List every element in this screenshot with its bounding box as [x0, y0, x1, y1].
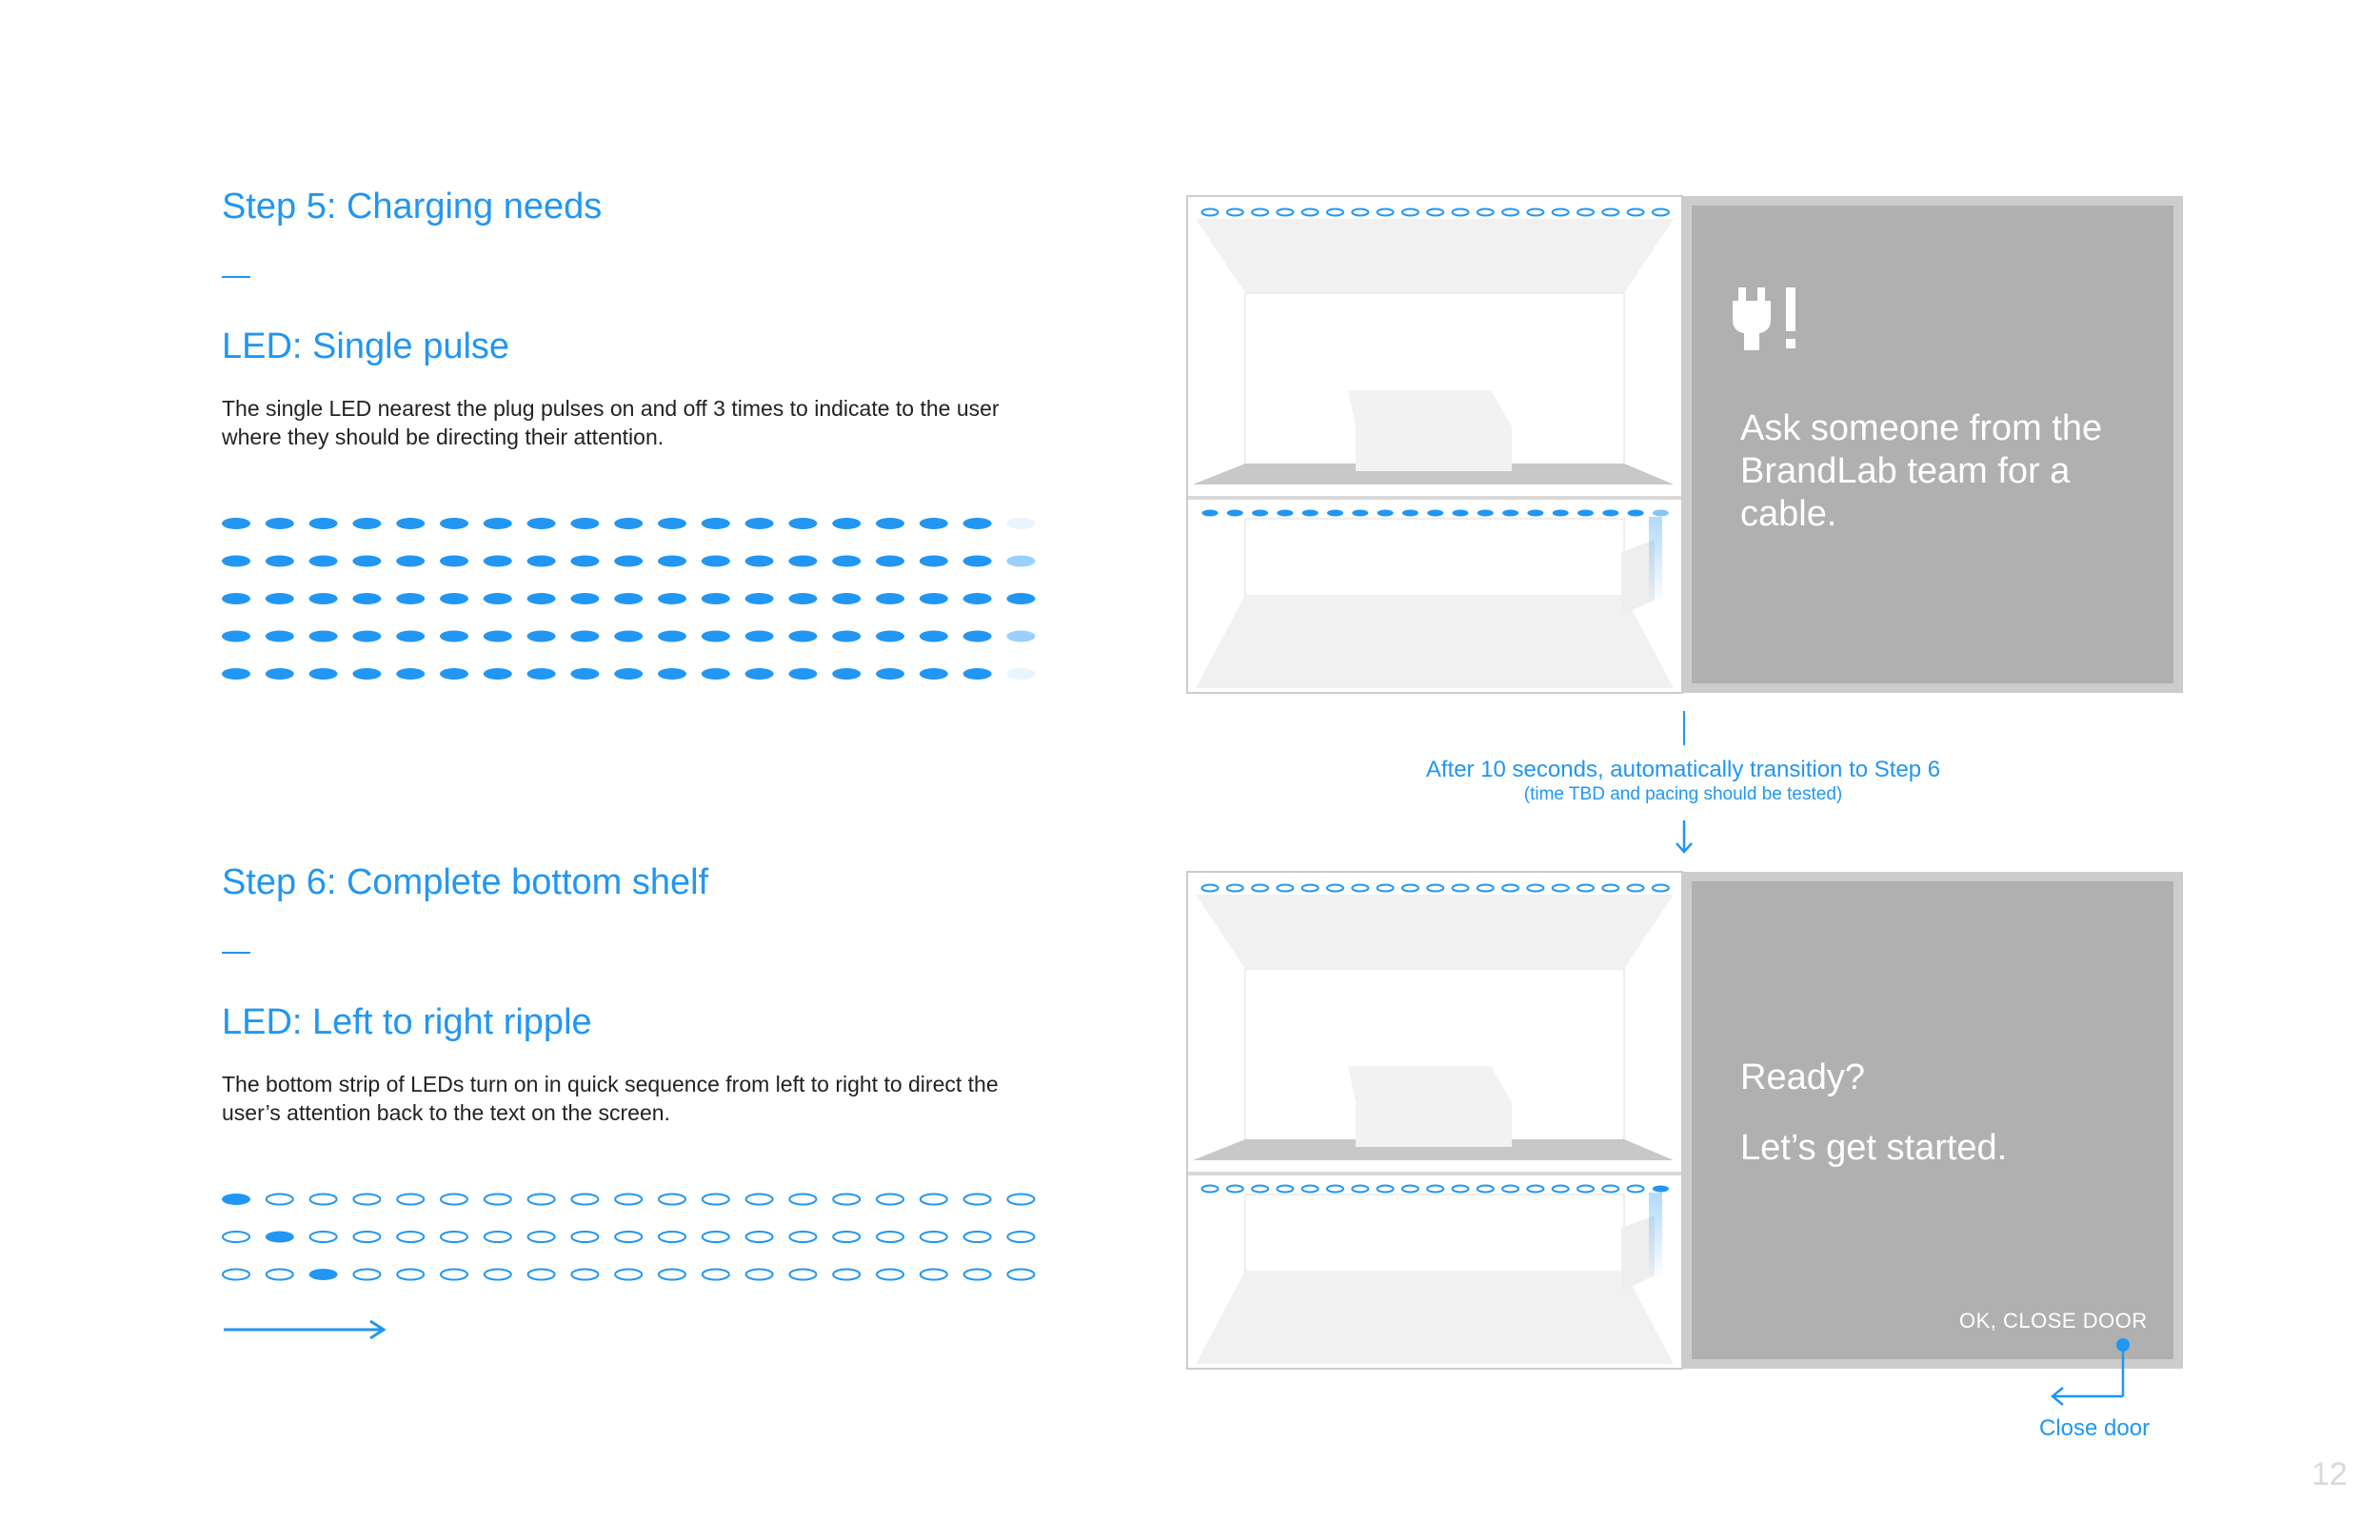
led-off	[615, 1270, 642, 1280]
led-off	[528, 1232, 555, 1242]
led-off	[353, 1194, 380, 1205]
led-off	[746, 1194, 773, 1205]
led-off	[789, 1194, 816, 1205]
led-off	[528, 1270, 555, 1280]
ripple-led-active	[266, 1232, 294, 1243]
led-on	[222, 593, 250, 604]
led-on	[876, 631, 904, 642]
led-on	[745, 668, 774, 680]
led-on	[527, 556, 556, 567]
close-door-callout	[2042, 1337, 2137, 1413]
led-off	[397, 1194, 424, 1205]
transition-text: After 10 seconds, automatically transition to Step 6	[1425, 757, 1941, 782]
led-off	[833, 1232, 860, 1242]
led-on	[309, 556, 338, 567]
step5-divider	[222, 276, 250, 278]
led-off	[397, 1232, 424, 1242]
led-on	[788, 593, 817, 604]
led-off	[964, 1194, 991, 1205]
screen1-message: Ask someone from the BrandLab team for a cable.	[1740, 408, 2103, 534]
led-on	[266, 668, 294, 680]
led-off	[223, 1232, 249, 1242]
led-on	[963, 556, 992, 567]
led-on	[440, 631, 468, 642]
led-on	[396, 518, 425, 529]
ripple-direction-arrow	[222, 1318, 393, 1347]
pulse-led-nearest-plug	[1006, 556, 1035, 567]
led-on	[658, 668, 686, 680]
led-on	[920, 668, 948, 680]
step6-description: The bottom strip of LEDs turn on in quick sequence from left to right to direct the user’s attention back to the text on the screen.	[222, 1072, 999, 1125]
led-on	[788, 668, 817, 680]
ripple-led-active	[222, 1194, 250, 1205]
led-on	[658, 593, 686, 604]
cabinet-led-on	[1227, 510, 1243, 517]
led-off	[921, 1194, 947, 1205]
led-on	[702, 556, 730, 567]
cabinet-led-on	[1252, 510, 1268, 517]
page-number: 12	[2311, 1456, 2348, 1492]
led-on	[484, 668, 512, 680]
cabinet-led-on	[1628, 510, 1644, 517]
down-arrow-icon	[1674, 819, 1695, 857]
led-off	[441, 1232, 467, 1242]
led-off	[267, 1270, 293, 1280]
led-on	[222, 518, 250, 529]
led-on	[876, 518, 904, 529]
led-off	[877, 1194, 903, 1205]
led-on	[745, 556, 774, 567]
led-off	[1007, 1194, 1034, 1205]
led-on	[440, 593, 468, 604]
screen2-ready: Ready?	[1740, 1057, 1865, 1097]
ok-close-door-button[interactable]: OK, CLOSE DOOR	[1959, 1309, 2148, 1333]
led-off	[659, 1194, 685, 1205]
led-on	[352, 668, 381, 680]
ripple-led-active	[309, 1269, 338, 1280]
led-on	[266, 593, 294, 604]
led-on	[352, 631, 381, 642]
led-on	[266, 556, 294, 567]
led-on	[570, 631, 599, 642]
led-on	[658, 631, 686, 642]
led-off	[703, 1270, 729, 1280]
led-off	[833, 1194, 860, 1205]
led-off	[1007, 1270, 1034, 1280]
led-off	[485, 1270, 511, 1280]
led-on	[527, 518, 556, 529]
step5-title: Step 5: Charging needs	[222, 187, 603, 227]
led-on	[832, 631, 861, 642]
screen2-get-started: Let’s get started.	[1740, 1128, 2008, 1168]
led-off	[571, 1232, 598, 1242]
led-off	[659, 1270, 685, 1280]
led-on	[484, 593, 512, 604]
led-off	[746, 1232, 773, 1242]
led-on	[614, 631, 643, 642]
step5-led-title: LED: Single pulse	[222, 326, 510, 366]
led-on	[396, 631, 425, 642]
led-off	[267, 1194, 293, 1205]
led-off	[310, 1194, 337, 1205]
led-on	[396, 556, 425, 567]
led-on	[614, 556, 643, 567]
led-on	[266, 631, 294, 642]
led-on	[396, 668, 425, 680]
cabinet-mockup-step6	[1186, 871, 2184, 1371]
led-on	[963, 593, 992, 604]
led-on	[484, 556, 512, 567]
single-pulse-led-grid	[217, 504, 1045, 695]
led-on	[570, 556, 599, 567]
led-on	[920, 518, 948, 529]
led-on	[614, 518, 643, 529]
led-off	[441, 1270, 467, 1280]
led-off	[877, 1232, 903, 1242]
led-off	[615, 1194, 642, 1205]
led-on	[963, 668, 992, 680]
led-on	[832, 668, 861, 680]
led-on	[222, 668, 250, 680]
led-off	[789, 1232, 816, 1242]
led-on	[309, 668, 338, 680]
led-off	[964, 1232, 991, 1242]
led-on	[222, 556, 250, 567]
cabinet-led-on	[1553, 510, 1569, 517]
led-on	[658, 518, 686, 529]
led-on	[876, 668, 904, 680]
led-on	[527, 668, 556, 680]
led-on	[832, 518, 861, 529]
led-on	[920, 631, 948, 642]
cabinet-led-on	[1502, 510, 1518, 517]
led-on	[352, 593, 381, 604]
led-off	[746, 1270, 773, 1280]
led-on	[396, 593, 425, 604]
cabinet-led-on	[1602, 510, 1618, 517]
cabinet-led-on	[1478, 510, 1494, 517]
cabinet-led-on	[1653, 1186, 1669, 1193]
led-on	[309, 631, 338, 642]
ripple-led-grid	[217, 1180, 1045, 1294]
led-on	[788, 631, 817, 642]
led-off	[310, 1232, 337, 1242]
transition-subtext: (time TBD and pacing should be tested)	[1523, 784, 1843, 804]
led-on	[309, 593, 338, 604]
led-on	[614, 668, 643, 680]
led-on	[745, 631, 774, 642]
led-on	[309, 518, 338, 529]
step5-description: The single LED nearest the plug pulses on and off 3 times to indicate to the user where they should be directing their attention.	[222, 396, 1000, 449]
pulse-led-nearest-plug	[1006, 518, 1035, 529]
led-on	[570, 668, 599, 680]
led-on	[658, 556, 686, 567]
led-on	[570, 518, 599, 529]
led-on	[440, 668, 468, 680]
close-door-annotation: Close door	[2039, 1415, 2151, 1441]
led-off	[615, 1232, 642, 1242]
led-off	[485, 1194, 511, 1205]
cabinet-led-on	[1202, 510, 1219, 517]
cabinet-led-on	[1653, 510, 1669, 517]
step6-divider	[222, 952, 250, 954]
led-on	[352, 556, 381, 567]
led-on	[527, 631, 556, 642]
led-off	[921, 1270, 947, 1280]
led-on	[963, 631, 992, 642]
led-on	[876, 593, 904, 604]
led-off	[703, 1232, 729, 1242]
led-on	[440, 556, 468, 567]
led-off	[659, 1232, 685, 1242]
led-on	[702, 593, 730, 604]
pulse-led-nearest-plug	[1006, 668, 1035, 680]
led-on	[614, 593, 643, 604]
cabinet-led-on	[1402, 510, 1418, 517]
cabinet-led-on	[1378, 510, 1394, 517]
led-on	[352, 518, 381, 529]
led-off	[877, 1270, 903, 1280]
led-off	[571, 1194, 598, 1205]
step6-led-title: LED: Left to right ripple	[222, 1002, 592, 1042]
led-off	[1007, 1232, 1034, 1242]
led-off	[964, 1270, 991, 1280]
led-on	[832, 593, 861, 604]
cabinet-led-on	[1302, 510, 1319, 517]
led-on	[963, 518, 992, 529]
led-on	[484, 518, 512, 529]
led-on	[745, 593, 774, 604]
led-on	[570, 593, 599, 604]
screen-panel	[1692, 881, 2173, 1359]
led-off	[703, 1194, 729, 1205]
led-on	[702, 518, 730, 529]
led-on	[920, 593, 948, 604]
led-on	[440, 518, 468, 529]
led-on	[484, 631, 512, 642]
led-off	[353, 1232, 380, 1242]
cabinet-led-on	[1527, 510, 1543, 517]
cabinet-led-on	[1327, 510, 1343, 517]
step6-title: Step 6: Complete bottom shelf	[222, 862, 709, 902]
cabinet-led-on	[1427, 510, 1443, 517]
led-off	[397, 1270, 424, 1280]
led-off	[833, 1270, 860, 1280]
cabinet-led-on	[1577, 510, 1594, 517]
pulse-led-nearest-plug	[1006, 631, 1035, 642]
led-on	[702, 631, 730, 642]
plug-alert-icon	[1731, 287, 1816, 354]
led-on	[788, 556, 817, 567]
led-off	[571, 1270, 598, 1280]
cabinet-led-on	[1277, 510, 1293, 517]
led-on	[222, 631, 250, 642]
led-on	[527, 593, 556, 604]
cabinet-led-on	[1352, 510, 1368, 517]
led-on	[920, 556, 948, 567]
led-off	[921, 1232, 947, 1242]
led-on	[832, 556, 861, 567]
led-off	[223, 1270, 249, 1280]
led-on	[788, 518, 817, 529]
led-off	[353, 1270, 380, 1280]
pulse-led-nearest-plug	[1006, 593, 1035, 604]
led-off	[528, 1194, 555, 1205]
led-on	[876, 556, 904, 567]
led-off	[441, 1194, 467, 1205]
led-on	[266, 518, 294, 529]
led-off	[789, 1270, 816, 1280]
led-on	[702, 668, 730, 680]
transition-line	[1683, 711, 1685, 745]
cabinet-led-on	[1453, 510, 1469, 517]
led-on	[745, 518, 774, 529]
led-off	[485, 1232, 511, 1242]
